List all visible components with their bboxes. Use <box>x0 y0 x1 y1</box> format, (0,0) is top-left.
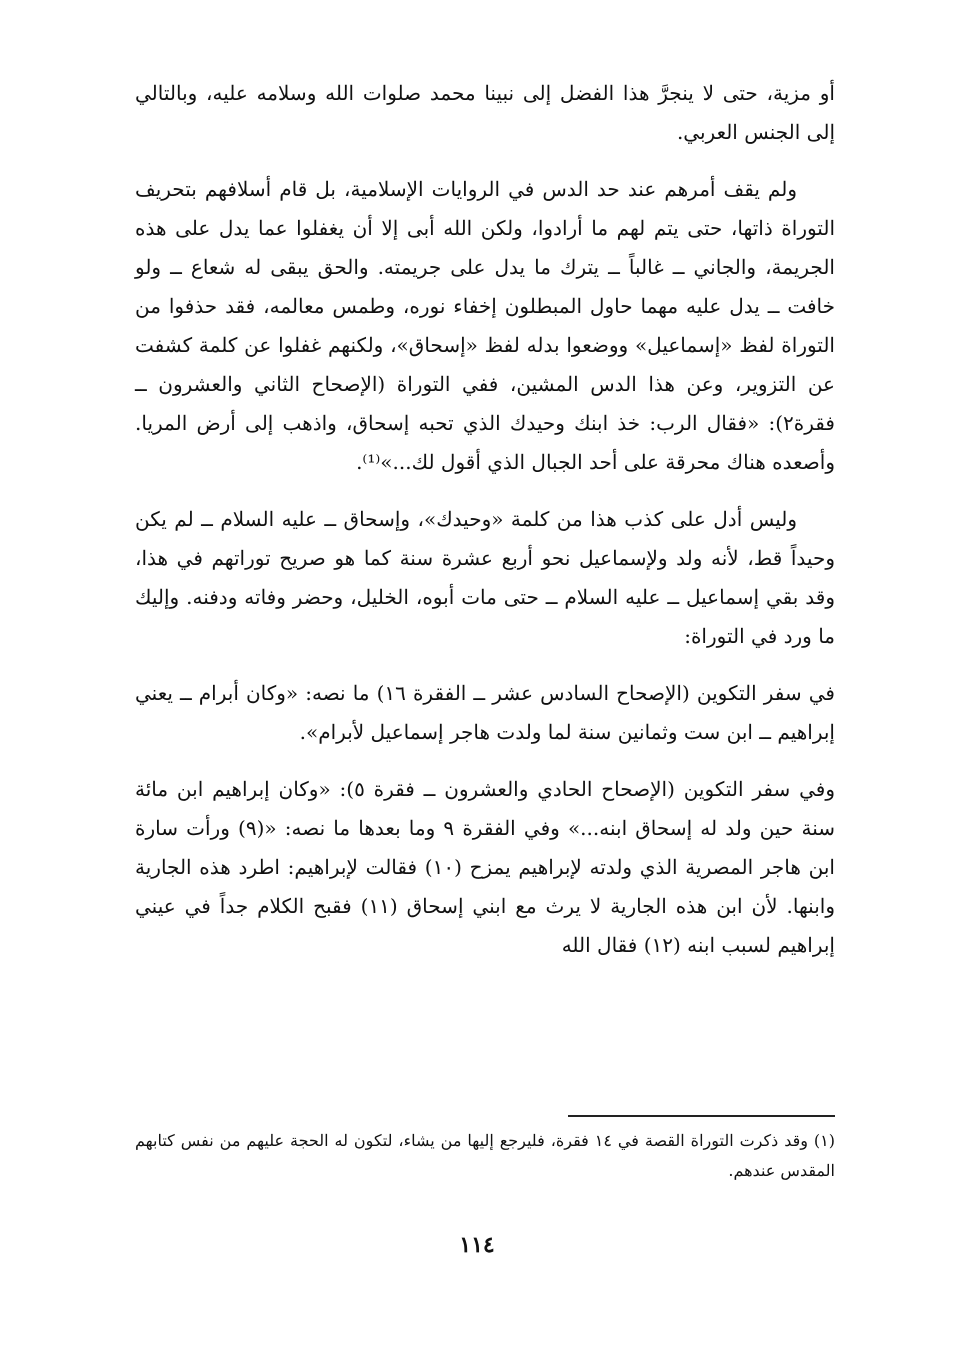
footnote-separator <box>568 1115 835 1117</box>
paragraph-3: وليس أدل على كذب هذا من كلمة «وحيدك»، وإسحاق ــ عليه السلام ــ لم يكن وحيداً قط، لأنه ولد ولإسماعيل نحو أربع عشرة سنة كما هو صريح توراتهم في هذا، وقد بقي إسماعيل ــ عليه السلام ــ حتى مات أبوه، الخليل، وحضر وفاته ودفنه. وإليك ما ورد في التوراة: <box>135 507 835 648</box>
paragraph-1: أو مزية، حتى لا ينجرَّ هذا الفضل إلى نبينا محمد صلوات الله وسلامه عليه، وبالتالي إلى الجنس العربي. <box>135 81 835 144</box>
footnotes <box>135 1126 835 1186</box>
paragraph-2: ولم يقف أمرهم عند حد الدس في الروايات الإسلامية، بل قام أسلافهم بتحريف التوراة ذاتها، حتى يتم لهم ما أرادوا، ولكن الله أبى إلا أن يغفلوا عما يدل على هذه الجريمة، والجاني ــ غالباً ــ يترك ما يدل على جريمته. والحق يبقى له شعاع ــ ولو خافت ــ يدل عليه مهما حاول المبطلون إخفاء نوره، وطمس معالمه، فقد حذفوا من التوراة لفظ «إسماعيل» ووضعوا بدله لفظ «إسحاق»، ولكنهم غفلوا عن كلمة كشفت عن التزوير، وعن هذا الدس المشين، ففي التوراة (الإصحاح الثاني والعشرون ــ فقرة٢): «فقال الرب: خذ ابنك وحيدك الذي تحبه إسحاق، واذهب إلى أرض المريا. وأصعده هناك محرقة على أحد الجبال الذي أقول لك...»⁽¹⁾. <box>135 177 835 474</box>
main-text <box>135 74 835 983</box>
footnote-1: (١) وقد ذكرت التوراة القصة في ١٤ فقرة، فليرجع إليها من يشاء، لتكون له الحجة عليهم من نفس كتابهم المقدس عندهم. <box>135 1131 836 1180</box>
paragraph-5: وفي سفر التكوين (الإصحاح الحادي والعشرون ــ فقرة ٥): «وكان إبراهيم ابن مائة سنة حين ولد له إسحاق ابنه...» وفي الفقرة ٩ وما بعدها ما نصه: «(٩) ورأت سارة ابن هاجر المصرية الذي ولدته لإبراهيم يمزح (١٠) فقالت لإبراهيم: اطرد هذه الجارية وابنها. لأن ابن هذه الجارية لا يرث مع ابني إسحاق (١١) فقبح الكلام جداً في عيني إبراهيم لسبب ابنه (١٢) فقال الله <box>135 777 836 957</box>
page-number: ١١٤ <box>459 1232 495 1258</box>
paragraph-4: في سفر التكوين (الإصحاح السادس عشر ــ الفقرة ١٦) ما نصه: «وكان أبرام ــ يعني إبراهيم ــ ابن ست وثمانين سنة لما ولدت هاجر إسماعيل لأبرام». <box>135 681 835 744</box>
